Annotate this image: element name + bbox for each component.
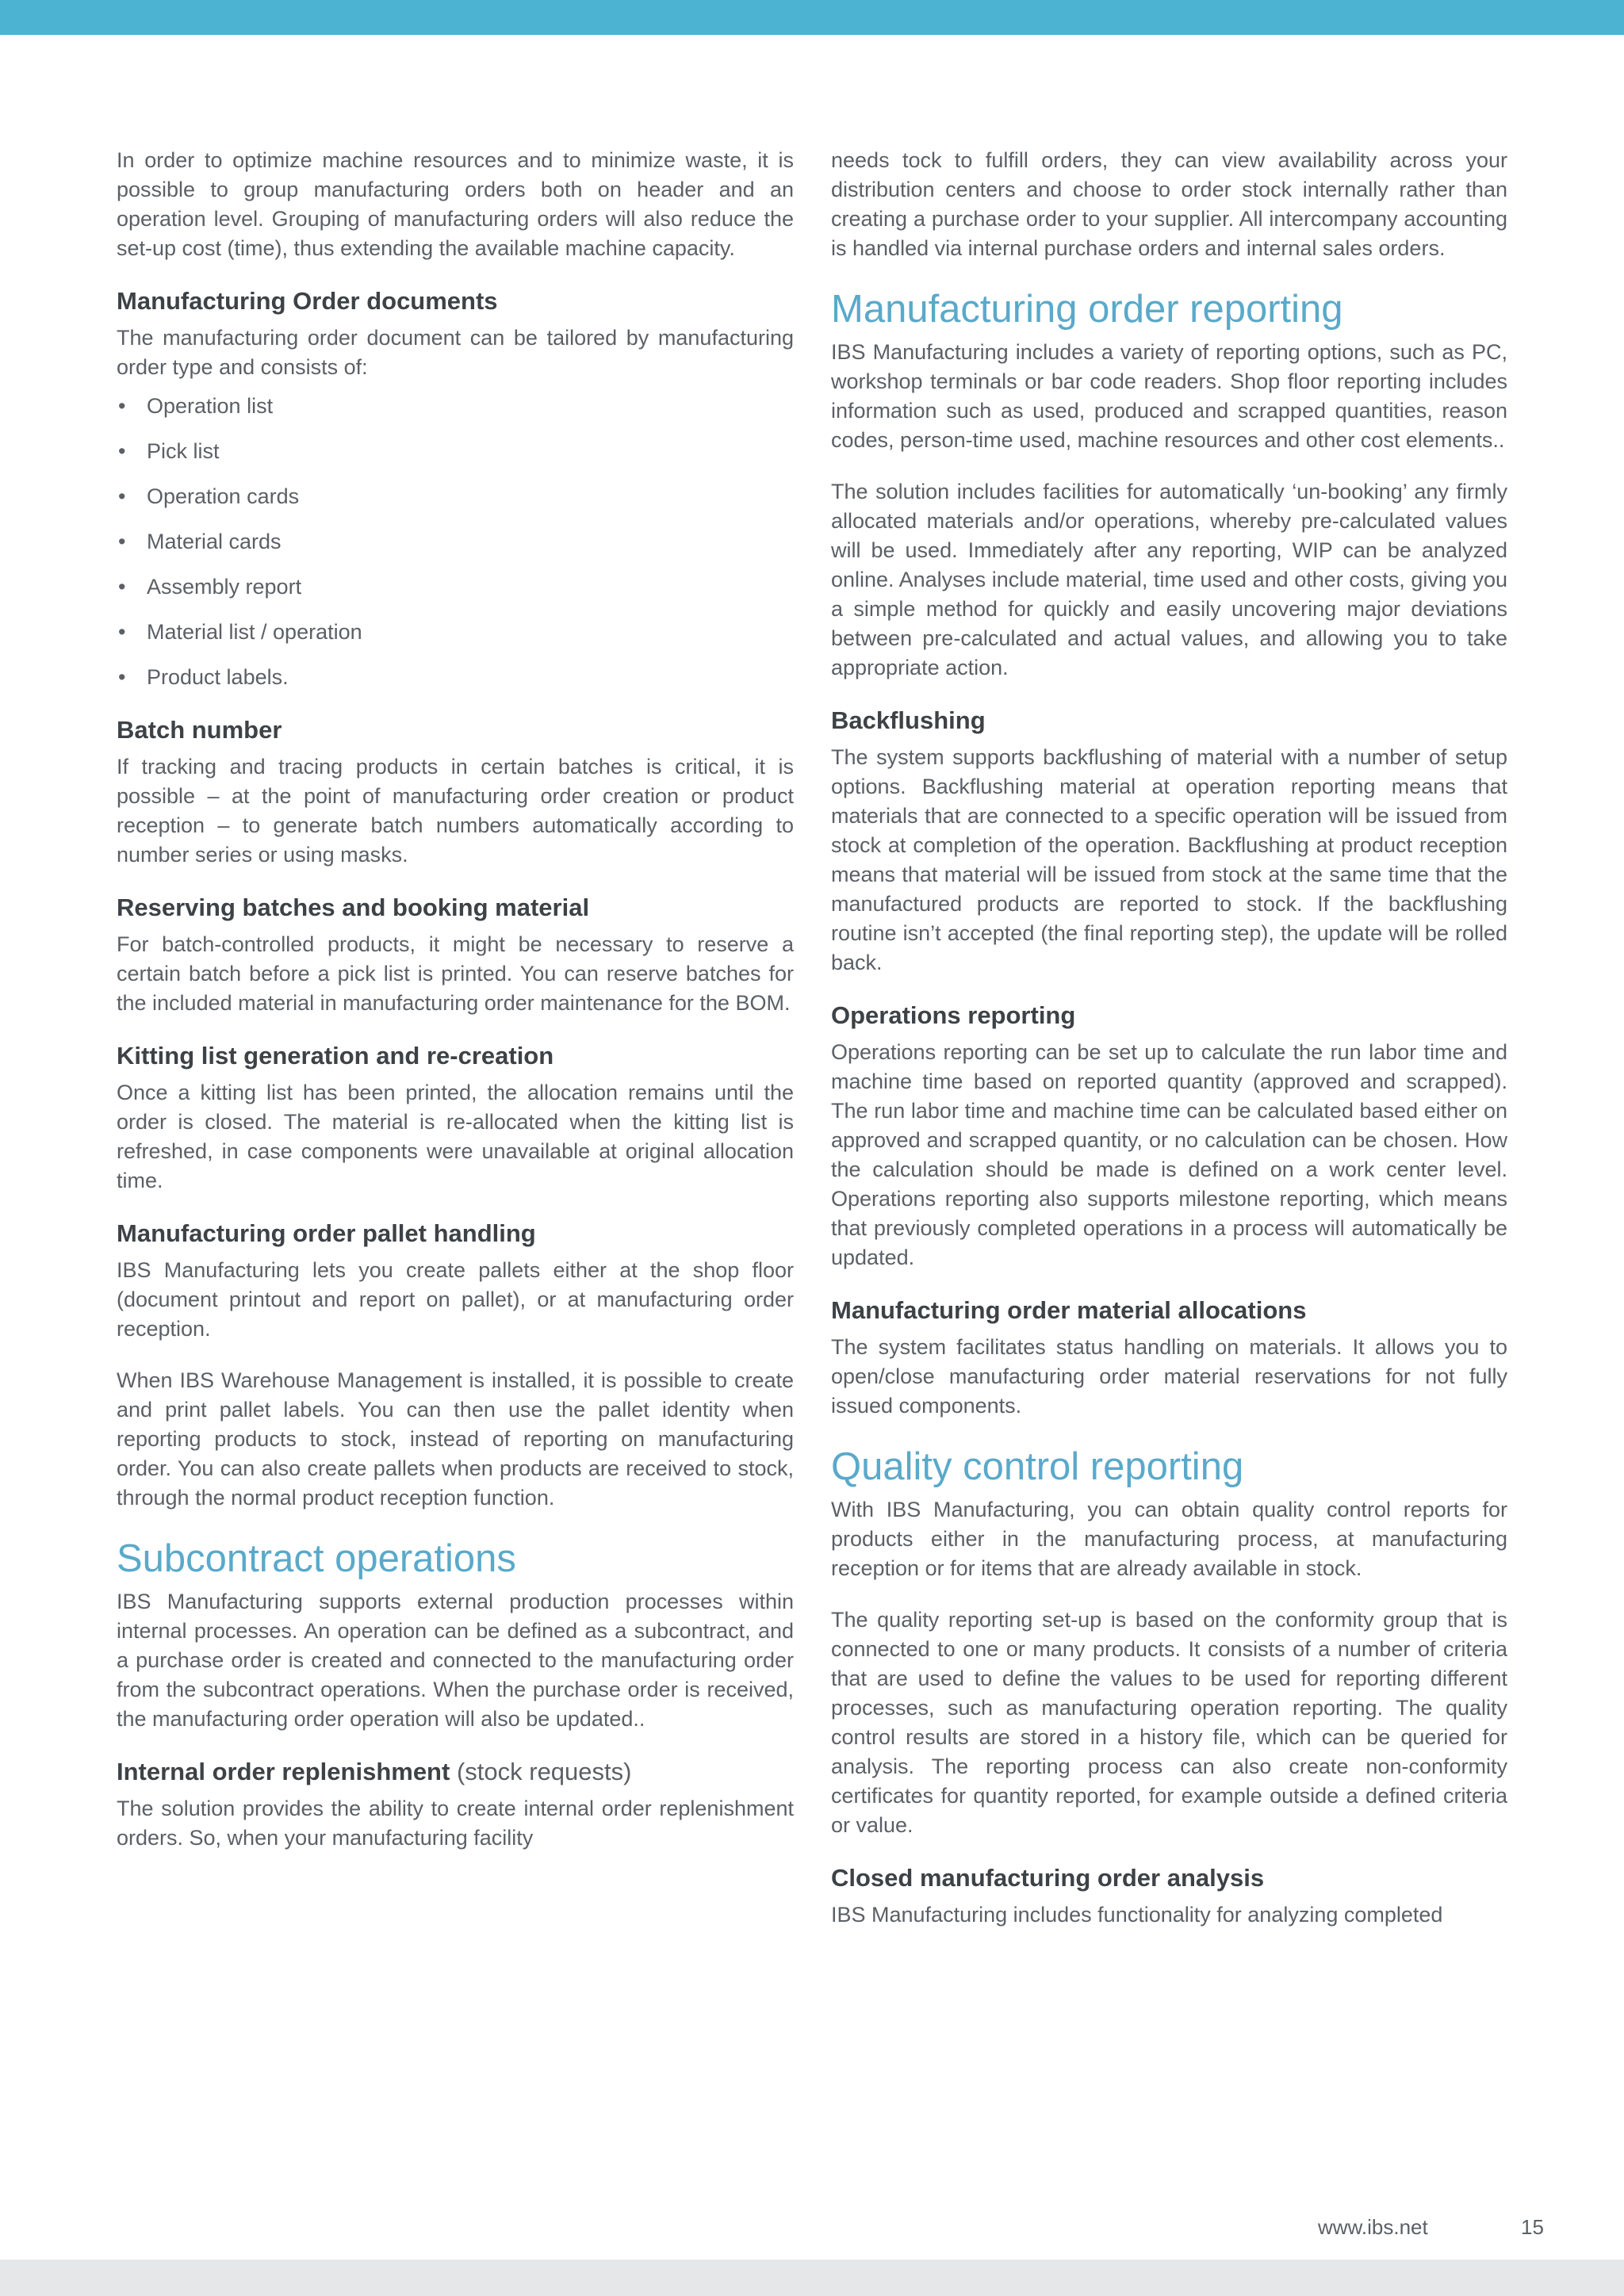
page-number: 15 — [1521, 2215, 1544, 2239]
list-item: • Product labels. — [118, 665, 289, 689]
closed-analysis-heading: Closed manufacturing order analysis — [831, 1864, 1265, 1892]
list-item: • Material list / operation — [118, 620, 362, 644]
subcontract-text: IBS Manufacturing supports external production processes within internal processes. An operation can be defined as a subcontract, and a purchase order is created and connected to the manufacturing order from the subcontract operations. When the purchase order is received, the manufacturing order operation will also be updated.. — [117, 1590, 794, 1731]
reserving-text: For batch-controlled products, it might be necessary to reserve a certain batch before a pick list is printed. You can reserve batches for the included material in manufacturing order maintenance for the BOM. — [117, 932, 794, 1015]
mo-reporting-text-1: IBS Manufacturing includes a variety of reporting options, such as PC, workshop terminals or bar code readers. Shop floor reporting includes information such as used, produced and scrapped quantities, reason codes, person-time used, machine resources and other cost elements.. — [831, 340, 1507, 452]
mo-reporting-text-2: The solution includes facilities for automatically ‘un-booking’ any firmly allocated materials and/or operations, whereby pre-calculated values will be used. Immediately after any reporting, WIP can be analyzed online. Analyses include material, time used and other costs, giving you a simple method for quickly and easily uncovering major deviations between pre-calculated and actual values, and allowing you to take appropriate action. — [831, 480, 1507, 679]
list-item: • Operation cards — [118, 484, 300, 508]
allocations-heading: Manufacturing order material allocations — [831, 1296, 1307, 1324]
subcontract-heading: Subcontract operations — [117, 1537, 516, 1580]
quality-text-2: The quality reporting set-up is based on the conformity group that is connected to one or many products. It consists of a number of criteria that are used to define the values to be used for reporting different processes, such as manufacturing operation reporting. The quality control results are stored in a history file, which can be queried for analysis. The reporting process can also create non-conformity certificates for quantity reported, for example outside a defined criteria or value. — [831, 1608, 1507, 1837]
footer-url: www.ibs.net — [1318, 2215, 1428, 2239]
bottom-band — [0, 2260, 1624, 2296]
batch-number-heading: Batch number — [117, 716, 282, 744]
allocations-text: The system facilitates status handling on materials. It allows you to open/close manufacturing order material reservations for not fully issued components. — [831, 1335, 1507, 1418]
intro-paragraph: In order to optimize machine resources and to minimize waste, it is possible to group manufacturing orders both on header and an operation level. Grouping of manufacturing orders will also reduce the set-up cost (time), thus extending the available machine capacity. — [117, 148, 794, 260]
mo-documents-text: The manufacturing order document can be tailored by manufacturing order type and consists of: — [117, 326, 794, 379]
reserving-heading: Reserving batches and booking material — [117, 894, 590, 921]
list-item: • Assembly report — [118, 575, 302, 599]
quality-text-1: With IBS Manufacturing, you can obtain quality control reports for products either in the manufacturing process, at manufacturing reception or for items that are already available in stock. — [831, 1498, 1507, 1580]
list-item: • Pick list — [118, 439, 220, 463]
right-column — [831, 146, 1507, 1952]
internal-order-heading: Internal order replenishment (stock requests) — [117, 1758, 632, 1785]
backflushing-heading: Backflushing — [831, 706, 986, 734]
backflushing-text: The system supports backflushing of material with a number of setup options. Backflushing material at operation reporting means that materials that are connected to a specific operation will be issued from stock at completion of the operation. Backflushing at product reception means that material will be issued from stock at the same time that the manufactured products are reported to stock. If the backflushing routine isn’t accepted (the final reporting step), the update will be rolled back. — [831, 745, 1507, 974]
kitting-text: Once a kitting list has been printed, the allocation remains until the order is closed. The material is re-allocated when the kitting list is refreshed, in case components were unavailable at original allocation time. — [117, 1081, 794, 1192]
list-item: • Material cards — [118, 530, 282, 553]
batch-number-text: If tracking and tracing products in certain batches is critical, it is possible – at the point of manufacturing order creation or product reception – to generate batch numbers automatically according to number series or using masks. — [117, 755, 794, 867]
closed-analysis-text: IBS Manufacturing includes functionality for analyzing completed — [831, 1903, 1443, 1927]
list-item: • Operation list — [118, 394, 274, 418]
internal-order-text: The solution provides the ability to create internal order replenishment orders. So, when your manufacturing facility — [117, 1797, 794, 1850]
mo-documents-list — [117, 392, 794, 692]
pallet-text-2: When IBS Warehouse Management is installed, it is possible to create and print pallet labels. You can then use the pallet identity when reporting products to stock, instead of reporting on manufacturing order. You can also create pallets when products are received to stock, through the normal product reception function. — [117, 1368, 794, 1510]
mo-documents-heading: Manufacturing Order documents — [117, 287, 498, 315]
pallet-text-1: IBS Manufacturing lets you create pallets either at the shop floor (document printout and report on pallet), or at manufacturing order reception. — [117, 1258, 794, 1341]
operations-reporting-heading: Operations reporting — [831, 1001, 1076, 1029]
kitting-heading: Kitting list generation and re-creation — [117, 1042, 554, 1070]
continued-paragraph: needs tock to fulfill orders, they can view availability across your distribution centers and choose to order stock internally rather than creating a purchase order to your supplier. All intercompany accounting is handled via internal purchase orders and internal sales orders. — [831, 148, 1507, 260]
left-column — [117, 146, 794, 1875]
top-accent-bar — [0, 0, 1624, 35]
operations-reporting-text: Operations reporting can be set up to calculate the run labor time and machine time based on reported quantity (approved and scrapped). The run labor time and machine time can be calculated based either on approved and scrapped quantity, or no calculation can be chosen. How the calculation should be made is defined on a work center level. Operations reporting also supports milestone reporting, which means that previously completed operations in a process will automatically be updated. — [831, 1040, 1507, 1269]
quality-heading: Quality control reporting — [831, 1445, 1244, 1488]
mo-reporting-heading: Manufacturing order reporting — [831, 288, 1343, 331]
pallet-heading: Manufacturing order pallet handling — [117, 1219, 536, 1247]
